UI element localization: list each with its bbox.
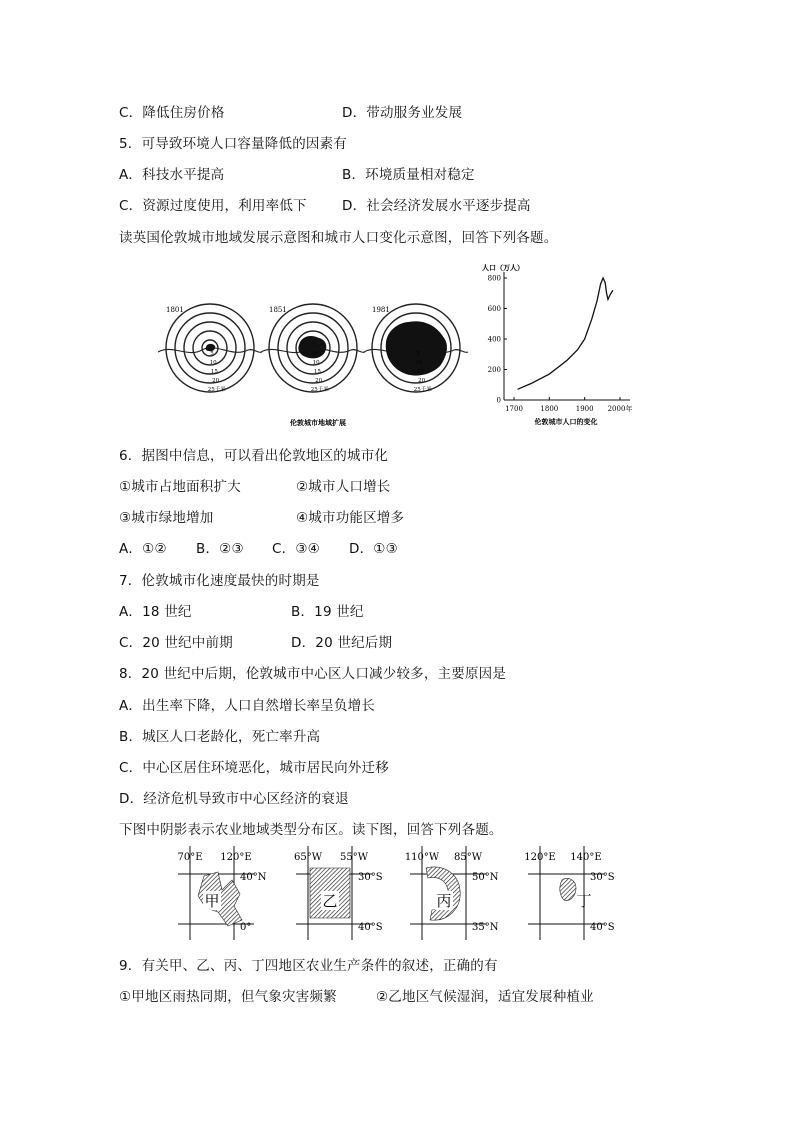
urban-area <box>386 322 447 376</box>
agri-region-shade <box>560 878 576 900</box>
q9-stem: 9．有关甲、乙、丙、丁四地区农业生产条件的叙述，正确的有 <box>119 958 498 974</box>
left-longitude-label: 70°E <box>177 852 203 863</box>
q5-stem: 5．可导致环境人口容量降低的因素有 <box>119 136 347 152</box>
intro-london: 读英国伦敦城市地域发展示意图和城市人口变化示意图，回答下列各题。 <box>119 230 558 246</box>
right-longitude-label: 85°W <box>453 852 483 863</box>
y-tick-label: 0 <box>496 396 501 405</box>
top-latitude-label: 40°N <box>240 872 267 883</box>
agriculture-regions-figure <box>170 846 626 946</box>
q6-option-b: B．②③ <box>196 541 244 557</box>
q9-item-2: ②乙地区气候湿润，适宜发展种植业 <box>376 989 594 1005</box>
q9-item-1: ①甲地区雨热同期，但气象灾害频繁 <box>119 989 337 1005</box>
ring-distance-label: 20 <box>212 378 220 384</box>
ring-distance-label: 10 <box>312 360 320 366</box>
q8-option-c: C．中心区居住环境恶化，城市居民向外迁移 <box>119 760 389 776</box>
ring-distance-label: 20 <box>418 378 426 384</box>
london-population-chart <box>478 258 638 430</box>
ring-distance-label: 5 <box>210 351 214 357</box>
left-longitude-label: 110°W <box>404 852 440 863</box>
x-tick-label: 1700 <box>505 405 523 413</box>
x-tick-label: 2000年 <box>607 405 633 413</box>
q7-option-a: A．18 世纪 <box>119 604 192 620</box>
q6-item-2: ②城市人口增长 <box>296 479 391 495</box>
bottom-latitude-label: 35°N <box>472 922 499 933</box>
q7-option-c: C．20 世纪中前期 <box>119 635 233 651</box>
y-tick-label: 800 <box>487 274 501 283</box>
london-expansion-figure <box>158 294 476 434</box>
region-name-label: 乙 <box>322 892 338 910</box>
q4-option-d: D．带动服务业发展 <box>342 105 463 121</box>
agri-panel-3 <box>405 846 499 940</box>
population-line <box>518 278 613 389</box>
region-name-label: 甲 <box>204 892 220 910</box>
ring-distance-label: 15 <box>313 369 321 375</box>
q7-stem: 7．伦敦城市化速度最快的时期是 <box>119 573 320 589</box>
q6-item-4: ④城市功能区增多 <box>296 510 405 526</box>
q6-item-3: ③城市绿地增加 <box>119 510 214 526</box>
top-latitude-label: 30°S <box>358 872 383 883</box>
q6-stem: 6．据图中信息，可以看出伦敦地区的城市化 <box>119 448 389 464</box>
intro-agriculture: 下图中阴影表示农业地域类型分布区。读下图，回答下列各题。 <box>119 822 503 838</box>
y-tick-label: 200 <box>487 366 501 374</box>
ring-distance-label: 25千米 <box>310 387 329 393</box>
q6-option-c: C．③④ <box>272 541 320 557</box>
q8-option-b: B．城区人口老龄化，死亡率升高 <box>119 729 321 745</box>
ring-distance-label: 15 <box>416 369 424 375</box>
top-latitude-label: 50°N <box>472 872 499 883</box>
q8-stem: 8．20 世纪中后期，伦敦城市中心区人口减少较多，主要原因是 <box>119 666 507 682</box>
bottom-latitude-label: 40°S <box>358 922 383 933</box>
ring-distance-label: 5 <box>313 351 317 357</box>
bottom-latitude-label: 0° <box>240 922 252 933</box>
ring-distance-label: 20 <box>315 378 323 384</box>
right-longitude-label: 120°E <box>220 852 252 863</box>
ring-diagram-1981 <box>364 304 468 393</box>
q6-option-a: A．①② <box>119 541 167 557</box>
ring-distance-label: 10 <box>209 360 217 366</box>
q5-option-d: D．社会经济发展水平逐步提高 <box>342 198 531 214</box>
ring-year-label: 1851 <box>269 306 287 314</box>
ring-distance-label: 10 <box>415 360 423 366</box>
ring-distance-label: 25千米 <box>413 387 432 393</box>
ring-distance-label: 15 <box>210 369 218 375</box>
top-latitude-label: 30°S <box>590 872 615 883</box>
ring-diagram-1801 <box>158 304 262 393</box>
bottom-latitude-label: 40°S <box>590 922 615 933</box>
y-tick-label: 600 <box>487 305 501 313</box>
q4-option-c: C．降低住房价格 <box>119 105 225 121</box>
left-longitude-label: 120°E <box>524 852 556 863</box>
q5-option-c: C．资源过度使用，利用率低下 <box>119 198 307 214</box>
agri-panel-2 <box>294 846 383 940</box>
chart-ylabel: 人口（万人） <box>482 263 524 272</box>
x-tick-label: 1800 <box>540 405 559 413</box>
region-name-label: 丙 <box>436 892 452 910</box>
q7-option-d: D．20 世纪后期 <box>291 635 393 651</box>
ring-year-label: 1981 <box>372 306 390 314</box>
q8-option-d: D．经济危机导致市中心区经济的衰退 <box>119 791 349 807</box>
q6-item-1: ①城市占地面积扩大 <box>119 479 241 495</box>
right-longitude-label: 140°E <box>570 852 602 863</box>
agri-panel-4 <box>524 846 614 940</box>
agri-panel-1 <box>177 846 266 940</box>
right-longitude-label: 55°W <box>339 852 369 863</box>
ring-distance-label: 5 <box>416 351 420 357</box>
ring-year-label: 1801 <box>166 306 184 314</box>
y-tick-label: 400 <box>487 335 501 344</box>
expansion-caption: 伦敦城市地域扩展 <box>290 418 346 427</box>
chart-title: 伦敦城市人口的变化 <box>534 417 598 426</box>
q8-option-a: A．出生率下降，人口自然增长率呈负增长 <box>119 698 376 714</box>
q5-option-b: B．环境质量相对稳定 <box>342 167 475 183</box>
ring-diagram-1851 <box>261 304 365 393</box>
region-name-label: 丁 <box>576 892 592 910</box>
left-longitude-label: 65°W <box>293 852 323 863</box>
q5-option-a: A．科技水平提高 <box>119 167 225 183</box>
q6-option-d: D．①③ <box>349 541 398 557</box>
ring-distance-label: 25千米 <box>207 387 226 393</box>
x-tick-label: 1900 <box>575 405 594 413</box>
q7-option-b: B．19 世纪 <box>291 604 364 620</box>
